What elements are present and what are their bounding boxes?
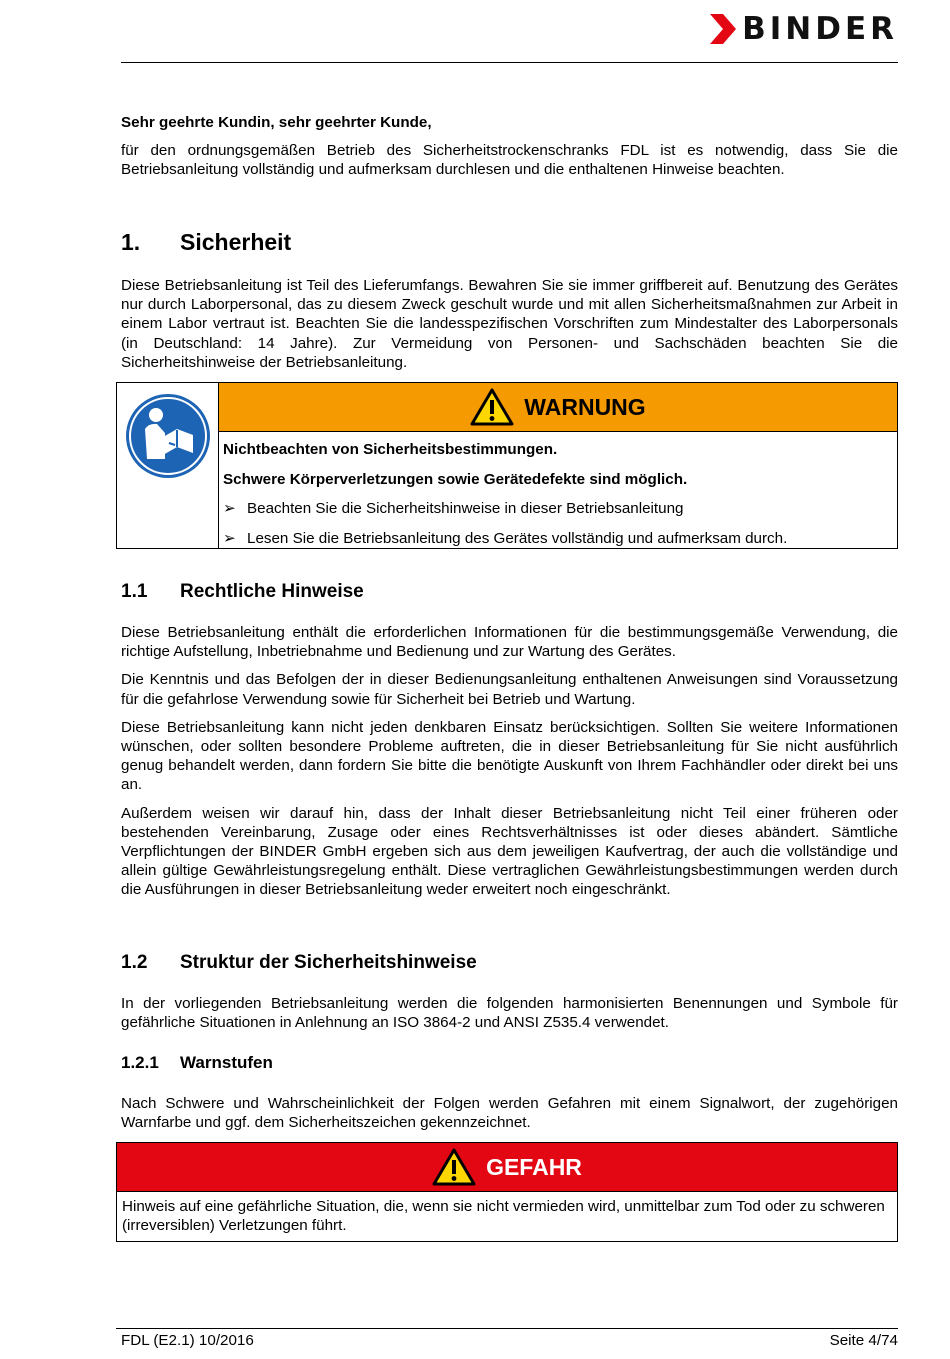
binder-logo-mark-icon <box>710 14 736 44</box>
warning-bullet-text: Beachten Sie die Sicherheitshinweise in dieser Betriebsanleitung <box>247 500 684 517</box>
section-1-heading <box>121 229 291 256</box>
intro-paragraph: für den ordnungsgemäßen Betrieb des Sicherheitstrockenschranks FDL ist es notwendig, dass Sie die Betriebsanleitung vollständig und aufmerksam durchlesen und die enthaltenen Hinweise beachten. <box>121 142 898 179</box>
warning-header <box>219 383 897 432</box>
warning-box <box>116 382 898 549</box>
section-number: 1.2.1 <box>121 1053 159 1072</box>
warning-icon-cell <box>117 383 219 548</box>
footer-page-number: Seite 4/74 <box>829 1332 898 1349</box>
header-rule <box>121 62 898 63</box>
warning-line-2: Schwere Körperverletzungen sowie Gerätedefekte sind möglich. <box>223 470 688 488</box>
warning-bullet <box>223 494 891 524</box>
section-number: 1. <box>121 229 141 255</box>
section-1-2-text: In der vorliegenden Betriebsanleitung werden die folgenden harmonisierten Benennungen und Symbole für gefährliche Situationen in Anlehnung an ISO 3864-2 und ANSI Z535.4 verwendet. <box>121 995 898 1032</box>
paragraph: Diese Betriebsanleitung kann nicht jeden denkbaren Einsatz berücksichtigen. Sollten Sie weitere Informationen wünschen, oder sollten besondere Probleme auftreten, die in dieser Betriebsanleitung für Sie nicht ausführlich genug behandelt werden, dann fordern Sie bitte die benötigte Auskunft von Ihrem Fachhändler oder direkt bei uns an. <box>121 718 898 794</box>
logo-text: BINDER <box>742 11 898 47</box>
paragraph: Die Kenntnis und das Befolgen der in dieser Bedienungsanleitung enthaltenen Anweisungen sind Voraussetzung für die gefahrlose Verwendung sowie für Sicherheit bei Betrieb und Wartung. <box>121 671 898 708</box>
danger-signal-word: GEFAHR <box>486 1153 582 1180</box>
section-title: Warnstufen <box>180 1053 273 1072</box>
warning-bullet-text: Lesen Sie die Betriebsanleitung des Gerätes vollständig und aufmerksam durch. <box>247 529 788 547</box>
footer-rule <box>116 1328 898 1329</box>
paragraph: Diese Betriebsanleitung enthält die erforderlichen Informationen für die bestimmungsgemäße Verwendung, die richtige Aufstellung, Inbetriebnahme und Bedienung und zur Wartung des Gerätes. <box>121 624 898 661</box>
warning-body <box>223 435 891 553</box>
section-title: Sicherheit <box>180 229 292 255</box>
salutation: Sehr geehrte Kundin, sehr geehrter Kunde, <box>121 114 432 131</box>
section-title: Rechtliche Hinweise <box>180 581 364 602</box>
section-1-1-body <box>121 623 898 909</box>
binder-logo <box>710 12 898 46</box>
section-1-2-heading <box>121 952 477 974</box>
section-1-1-heading <box>121 581 364 603</box>
warning-signal-word: WARNUNG <box>524 393 646 420</box>
paragraph: Außerdem weisen wir darauf hin, dass der Inhalt dieser Betriebsanleitung nicht Teil einer früheren oder bestehenden Vereinbarung, Zusage oder eines Rechtsverhältnisses ist oder dieses abändert. Sämtliche Verpflichtungen der BINDER GmbH ergeben sich aus dem jeweiligen Kaufvertrag, der auch die vollständige und allein gültige Gewährleistungsregelung enthält. Diese vertraglichen Gewährleistungsbestimmungen werden durch die Ausführungen in dieser Betriebsanleitung weder erweitert noch eingeschränkt. <box>121 804 898 899</box>
warning-triangle-icon <box>470 388 514 426</box>
warning-triangle-icon <box>432 1148 476 1186</box>
footer-document-id: FDL (E2.1) 10/2016 <box>121 1332 254 1349</box>
danger-box <box>116 1142 898 1242</box>
section-number: 1.1 <box>121 581 148 602</box>
section-1-2-1-heading <box>121 1053 273 1073</box>
warning-line-1: Nichtbeachten von Sicherheitsbestimmungen. <box>223 441 558 458</box>
read-manual-icon <box>125 393 211 479</box>
section-number: 1.2 <box>121 952 148 973</box>
section-1-text: Diese Betriebsanleitung ist Teil des Lieferumfangs. Bewahren Sie sie immer griffbereit auf. Benutzung des Gerätes nur durch Laborpersonal, das zu diesem Zweck geschult wurde und mit allen Sicherheitsmaßnahmen zur Arbeit in einem Labor vertraut ist. Beachten Sie die landesspezifischen Vorschriften zum Mindestalter des Laborpersonals (in Deutschland: 14 Jahre). Zur Vermeidung von Personen- und Sachschäden beachten Sie die Sicherheitshinweise der Betriebsanleitung. <box>121 277 898 371</box>
danger-header <box>117 1143 897 1192</box>
bullet-arrow-icon: ➢ <box>223 500 236 517</box>
bullet-arrow-icon: ➢ <box>223 529 236 547</box>
section-1-2-1-text: Nach Schwere und Wahrscheinlichkeit der Folgen werden Gefahren mit einem Signalwort, der zugehörigen Warnfarbe und ggf. dem Sicherheitszeichen gekennzeichnet. <box>121 1095 898 1132</box>
section-title: Struktur der Sicherheitshinweise <box>180 952 477 973</box>
danger-text: Hinweis auf eine gefährliche Situation, die, wenn sie nicht vermieden wird, unmittelbar zum Tod oder zu schweren (irreversiblen) Verletzungen führt. <box>122 1198 885 1235</box>
warning-bullet <box>223 524 891 554</box>
